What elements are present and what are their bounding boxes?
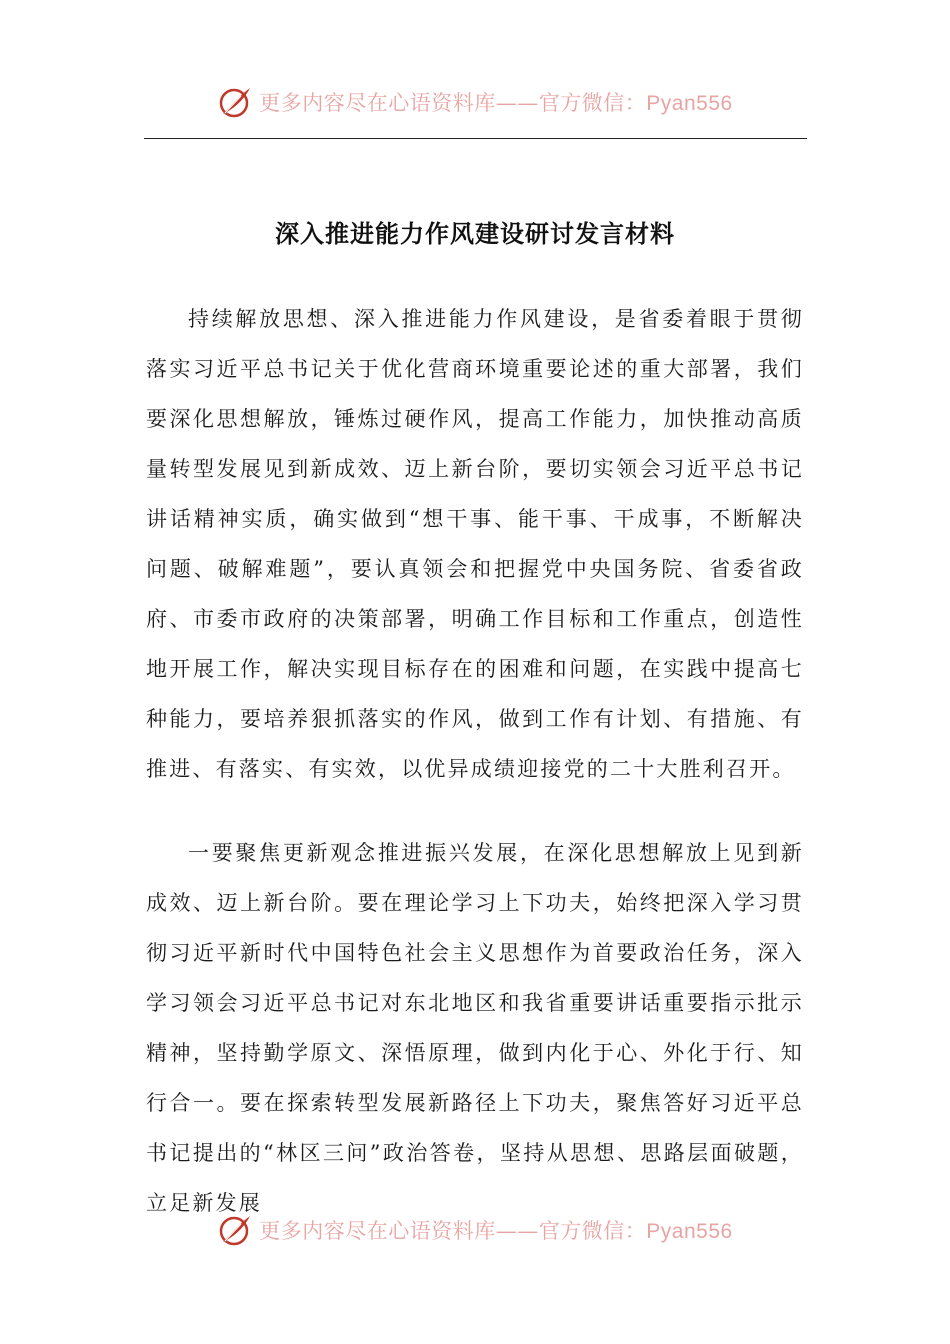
quill-logo-icon [217, 84, 253, 120]
paragraph: 一要聚焦更新观念推进振兴发展，在深化思想解放上见到新成效、迈上新台阶。要在理论学习上下功夫，始终把深入学习贯彻习近平新时代中国特色社会主义思想作为首要政治任务，深入学习领会习近平总书记对东北地区和我省重要讲话重要指示批示精神，坚持勤学原文、深悟原理，做到内化于心、外化于行、知行合一。要在探索转型发展新路径上下功夫，聚焦答好习近平总书记提出的“林区三问”政治答卷，坚持从思想、思路层面破题，立足新发展 [146, 841, 804, 1215]
header-banner [0, 80, 950, 124]
banner-text: 更多内容尽在心语资料库——官方微信：Pyan556 [259, 91, 733, 115]
document-title: 深入推进能力作风建设研讨发言材料 [275, 220, 675, 248]
header-divider [144, 138, 807, 139]
footer-banner [0, 1208, 950, 1252]
quill-logo-icon [217, 1212, 253, 1248]
paragraph: 持续解放思想、深入推进能力作风建设，是省委着眼于贯彻落实习近平总书记关于优化营商环境重要论述的重大部署，我们要深化思想解放，锤炼过硬作风，提高工作能力，加快推动高质量转型发展见到新成效、迈上新台阶，要切实领会习近平总书记讲话精神实质，确实做到“想干事、能干事、干成事，不断解决问题、破解难题”，要认真领会和把握党中央国务院、省委省政府、市委市政府的决策部署，明确工作目标和工作重点，创造性地开展工作，解决实现目标存在的困难和问题，在实践中提高七种能力，要培养狠抓落实的作风，做到工作有计划、有措施、有推进、有落实、有实效，以优异成绩迎接党的二十大胜利召开。 [146, 307, 804, 781]
wechat-id: Pyan556 [646, 92, 733, 115]
banner-text: 更多内容尽在心语资料库——官方微信：Pyan556 [259, 1219, 733, 1243]
wechat-id: Pyan556 [646, 1220, 733, 1243]
